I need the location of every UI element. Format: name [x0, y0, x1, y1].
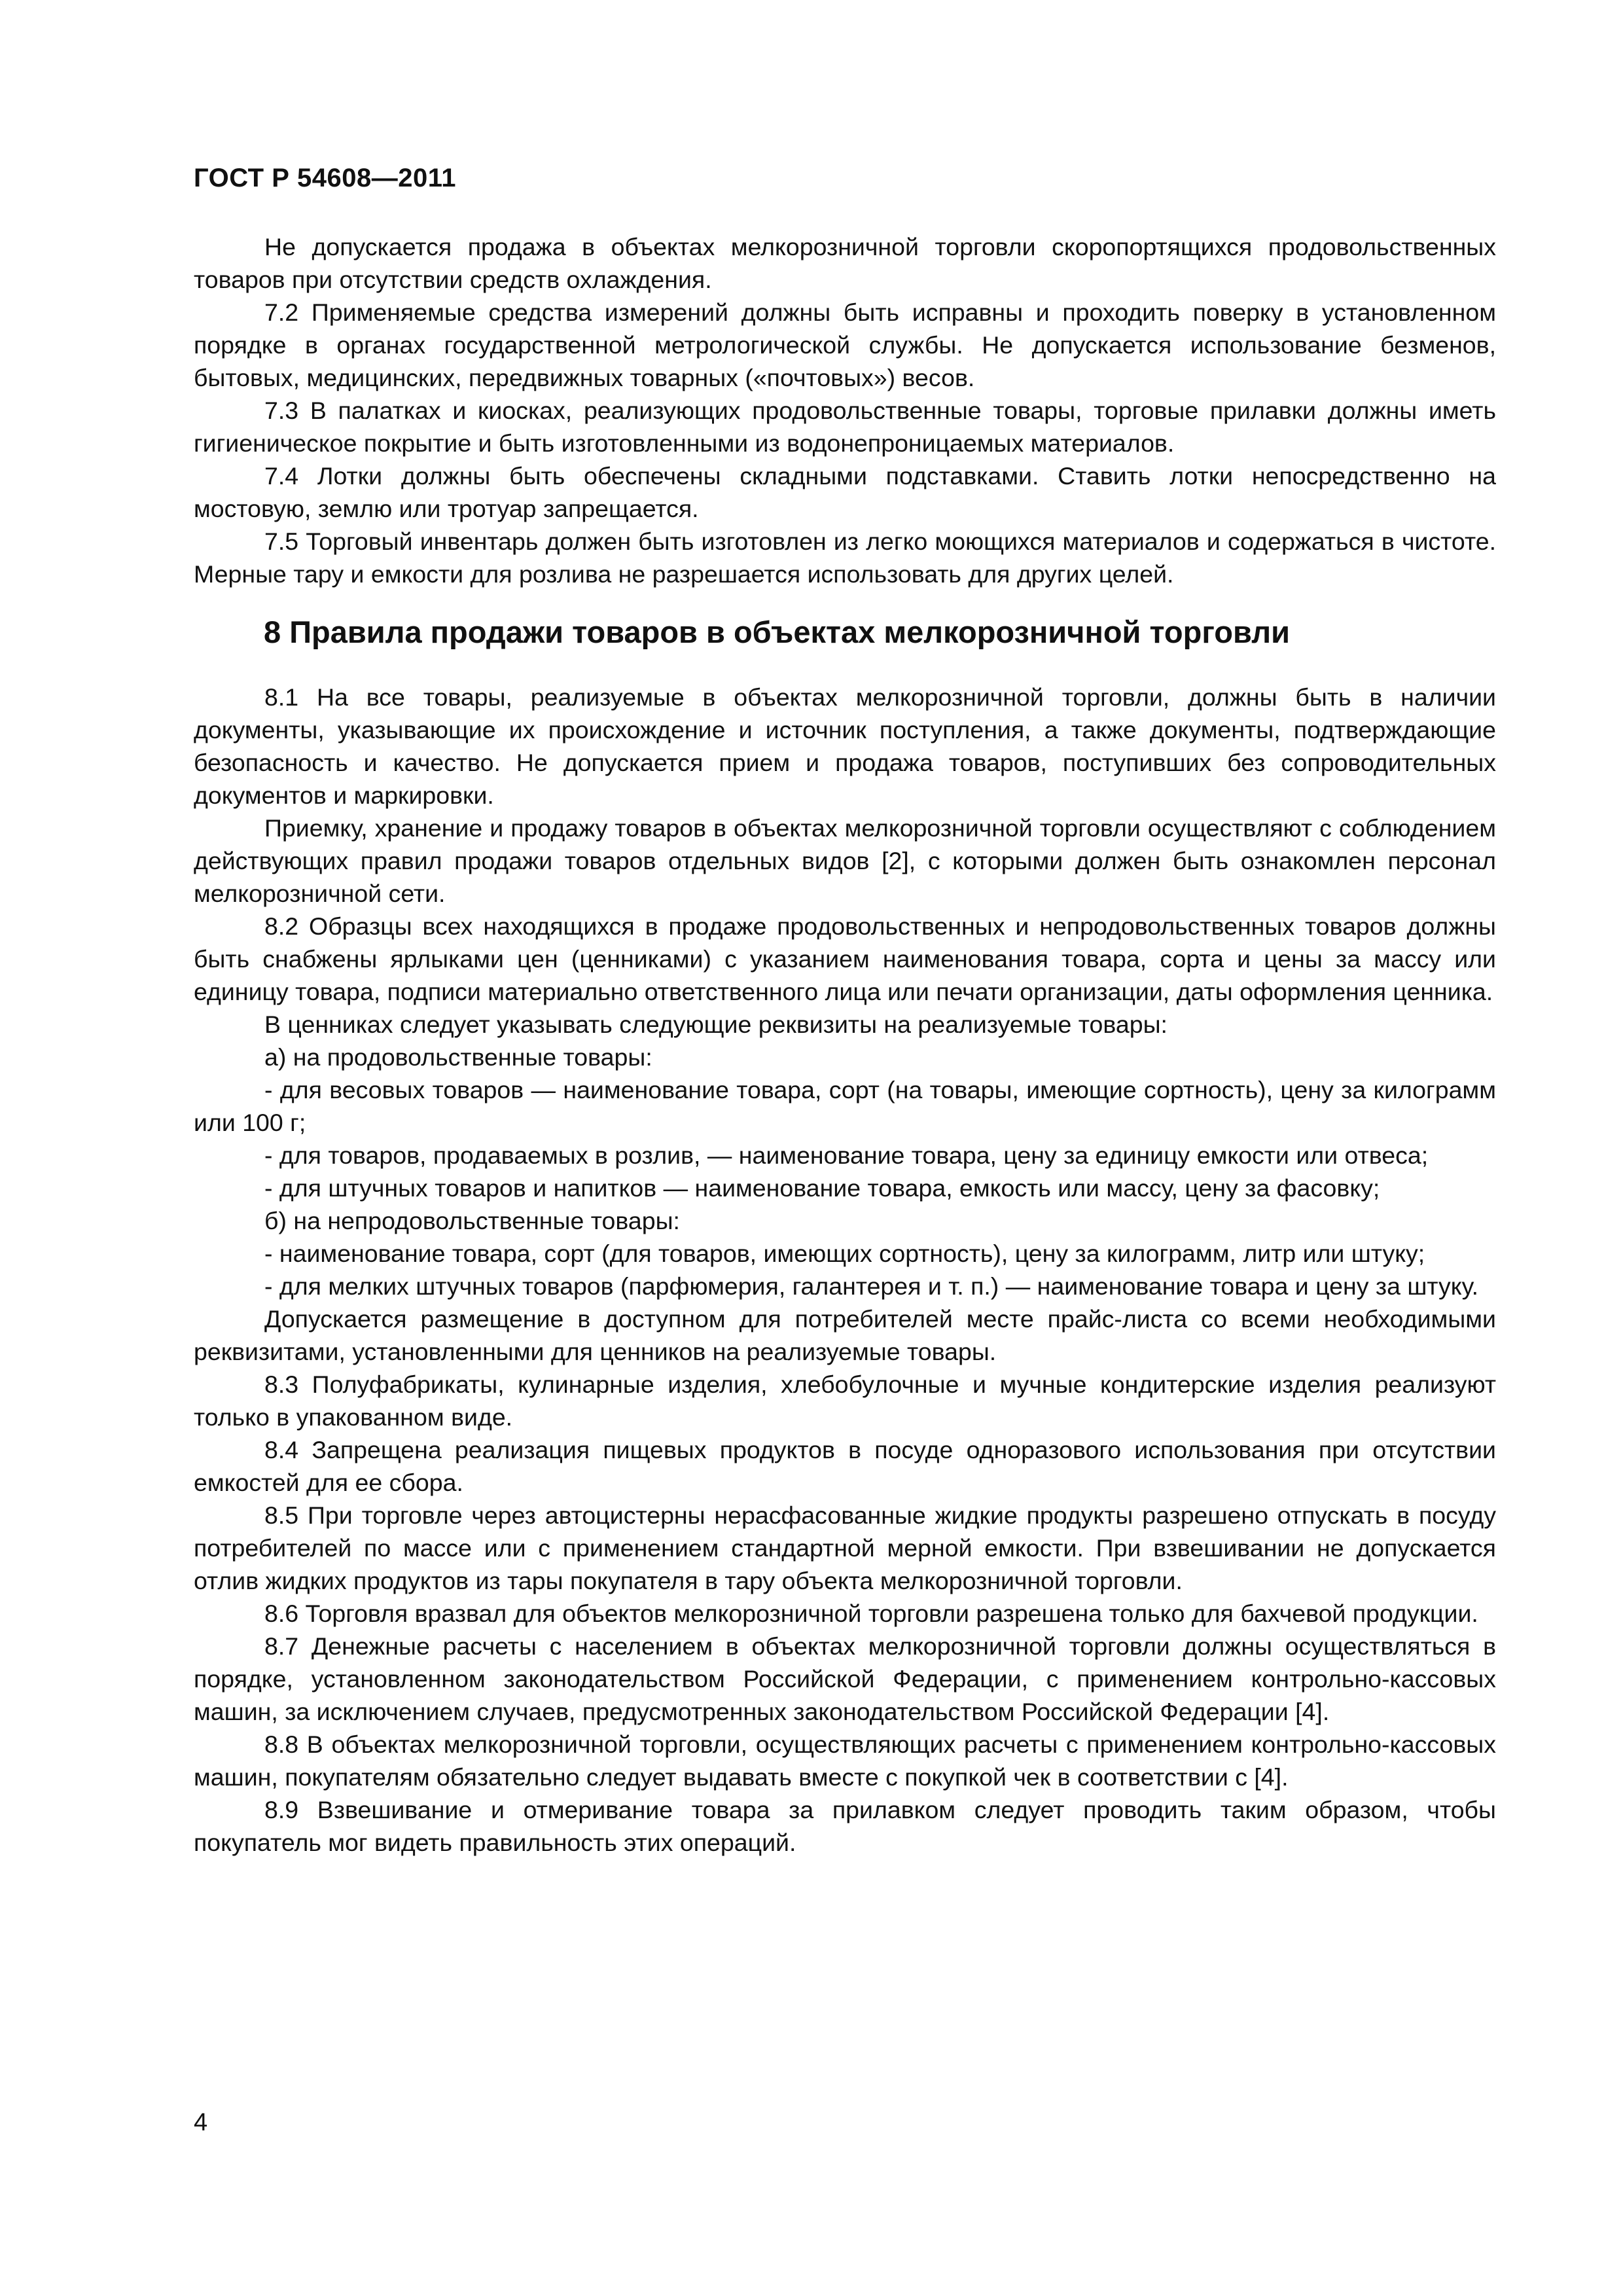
list-item: - для мелких штучных товаров (парфюмерия, галантерея и т. п.) — наименование товара и цену за штуку.: [264, 1272, 1479, 1300]
paragraph-7-4: 7.4 Лотки должны быть обеспечены складными подставками. Ставить лотки непосредственно на мостовую, землю или тротуар запрещается.: [194, 462, 1496, 522]
paragraph-7-3: 7.3 В палатках и киосках, реализующих продовольственные товары, торговые прилавки должны иметь гигиеническое покрытие и быть изготовленными из водонепроницаемых материалов.: [194, 397, 1496, 457]
page-number: 4: [194, 2109, 208, 2136]
section-8-heading: 8 Правила продажи товаров в объектах мелкорозничной торговли: [264, 615, 1291, 649]
paragraph-8-4: 8.4 Запрещена реализация пищевых продуктов в посуде одноразового использования при отсутствии емкостей для ее сбора.: [194, 1436, 1496, 1496]
paragraph-8-2: 8.2 Образцы всех находящихся в продаже продовольственных и непродовольственных товаров должны быть снабжены ярлыками цен (ценниками) с указанием наименования товара, сорта и цены за массу или единицу товара, подписи материально ответственного лица или печати организации, даты оформления ценника.: [194, 912, 1496, 1005]
paragraph: Приемку, хранение и продажу товаров в объектах мелкорозничной торговли осуществляют с соблюдением действующих правил продажи товаров отдельных видов [2], с которыми должен быть ознакомлен персонал мелкорозничной сети.: [194, 814, 1496, 907]
paragraph: Не допускается продажа в объектах мелкорозничной торговли скоропортящихся продовольственных товаров при отсутствии средств охлаждения.: [194, 233, 1496, 293]
list-item: б) на непродовольственные товары:: [264, 1207, 680, 1234]
document-code: ГОСТ Р 54608—2011: [194, 164, 456, 192]
paragraph-8-8: 8.8 В объектах мелкорозничной торговли, осуществляющих расчеты с применением контрольно-кассовых машин, покупателям обязательно следует выдавать вместе с покупкой чек в соответствии с [4].: [194, 1731, 1496, 1791]
list-item: - наименование товара, сорт (для товаров, имеющих сортность), цену за килограмм, литр или штуку;: [264, 1240, 1425, 1267]
paragraph-8-7: 8.7 Денежные расчеты с населением в объектах мелкорозничной торговли должны осуществляться в порядке, установленном законодательством Российской Федерации, с применением контрольно-кассовых машин, за исключением случаев, предусмотренных законодательством Российской Федерации [4].: [194, 1632, 1496, 1725]
paragraph-8-3: 8.3 Полуфабрикаты, кулинарные изделия, хлебобулочные и мучные кондитерские изделия реализуют только в упакованном виде.: [194, 1371, 1496, 1431]
list-item: а) на продовольственные товары:: [264, 1043, 652, 1071]
paragraph-8-5: 8.5 При торговле через автоцистерны нерасфасованные жидкие продукты разрешено отпускать в посуду потребителей по массе или с применением стандартной мерной емкости. При взвешивании не допускается отлив жидких продуктов из тары покупателя в тару объекта мелкорозничной торговли.: [194, 1501, 1496, 1594]
paragraph: Допускается размещение в доступном для потребителей месте прайс-листа со всеми необходимыми реквизитами, установленными для ценников на реализуемые товары.: [194, 1305, 1496, 1365]
paragraph-8-9: 8.9 Взвешивание и отмеривание товара за прилавком следует проводить таким образом, чтобы покупатель мог видеть правильность этих операций.: [194, 1796, 1496, 1856]
list-item: - для товаров, продаваемых в розлив, — наименование товара, цену за единицу емкости или отвеса;: [264, 1141, 1429, 1169]
paragraph-8-6: 8.6 Торговля вразвал для объектов мелкорозничной торговли разрешена только для бахчевой продукции.: [264, 1600, 1478, 1627]
list-item: - для штучных товаров и напитков — наименование товара, емкость или массу, цену за фасовку;: [264, 1174, 1380, 1202]
section-7-continuation: [194, 230, 1496, 590]
paragraph: В ценниках следует указывать следующие реквизиты на реализуемые товары:: [264, 1011, 1168, 1038]
paragraph-7-2: 7.2 Применяемые средства измерений должны быть исправны и проходить поверку в установленном порядке в органах государственной метрологической службы. Не допускается использование безменов, бытовых, медицинских, передвижных товарных («почтовых») весов.: [194, 298, 1496, 391]
section-8-body: [194, 681, 1496, 1859]
paragraph-8-1: 8.1 На все товары, реализуемые в объектах мелкорозничной торговли, должны быть в наличии документы, указывающие их происхождение и источник поступления, а также документы, подтверждающие безопасность и качество. Не допускается прием и продажа товаров, поступивших без сопроводительных документов и маркировки.: [194, 683, 1496, 809]
list-item: - для весовых товаров — наименование товара, сорт (на товары, имеющие сортность), цену за килограмм или 100 г;: [194, 1076, 1496, 1136]
paragraph-7-5: 7.5 Торговый инвентарь должен быть изготовлен из легко моющихся материалов и содержаться в чистоте. Мерные тару и емкости для розлива не разрешается использовать для других целей.: [194, 528, 1496, 588]
